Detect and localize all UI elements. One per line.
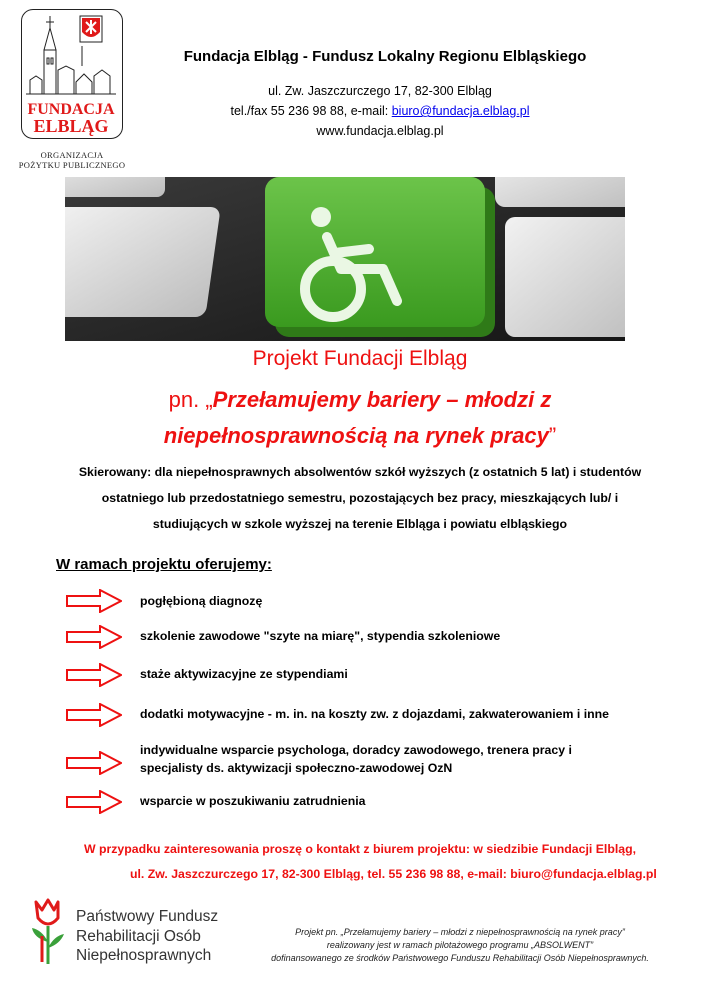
logo-line2: ELBLĄG — [33, 116, 109, 136]
arrow-right-icon — [66, 663, 122, 687]
footnote-line3: dofinansowanego ze środków Państwowego Funduszu Rehabilitacji Osób Niepełnosprawnych. — [271, 953, 649, 963]
arrow-right-icon — [66, 625, 122, 649]
pfron-tulip-icon — [26, 896, 66, 966]
target-line1: Skierowany: dla niepełnosprawnych absolwentów szkół wyższych (z ostatnich 5 lat) i studentów — [78, 465, 642, 479]
offer-item-line1: indywidualne wsparcie psychologa, doradcy zawodowego, trenera pracy i — [140, 743, 572, 757]
footnote-line2: realizowany jest w ramach pilotażowego programu „ABSOLWENT” — [326, 940, 594, 950]
target-group — [40, 459, 680, 537]
offer-item — [140, 741, 572, 777]
offer-item: pogłębioną diagnozę — [140, 594, 263, 608]
footnote — [250, 926, 670, 965]
offer-item: szkolenie zawodowe "szyte na miarę", stypendia szkoleniowe — [140, 629, 501, 643]
pfron-line3: Niepełnosprawnych — [76, 947, 212, 964]
project-name-line1 — [90, 387, 630, 413]
project-title: Projekt Fundacji Elbląg — [252, 347, 468, 370]
arrow-right-icon — [66, 751, 122, 775]
offer-heading: W ramach projektu oferujemy: — [56, 556, 272, 573]
offer-item: dodatki motywacyjne - m. in. na koszty zw. z dojazdami, zakwaterowaniem i inne — [140, 707, 609, 721]
project-name-italic1: Przełamujemy bariery – młodzi z — [212, 387, 552, 412]
town-skyline-icon — [22, 10, 121, 137]
logo-subtitle-line1: ORGANIZACJA — [40, 150, 104, 160]
header-address: ul. Zw. Jaszczurczego 17, 82-300 Elbląg — [268, 84, 492, 98]
shield-icon — [80, 16, 102, 42]
offer-item: staże aktywizacyjne ze stypendiami — [140, 667, 348, 681]
project-name-suffix: ” — [548, 423, 557, 448]
email-link[interactable]: biuro@fundacja.elblag.pl — [391, 104, 530, 118]
contact-line1: W przypadku zainteresowania proszę o kontakt z biurem projektu: w siedzibie Fundacji Elbląg, — [83, 842, 637, 856]
arrow-right-icon — [66, 790, 122, 814]
offer-item: wsparcie w poszukiwaniu zatrudnienia — [140, 794, 366, 808]
project-name-prefix: pn. „ — [168, 387, 213, 412]
project-name-line2 — [90, 423, 630, 449]
foundation-logo — [21, 9, 123, 139]
contact-line2: ul. Zw. Jaszczurczego 17, 82-300 Elbląg, tel. 55 236 98 88, e-mail: biuro@fundacja.elblag.pl — [130, 867, 657, 881]
project-name-italic2: niepełnosprawnością na rynek pracy — [163, 423, 549, 448]
header-tel: tel./fax 55 236 98 88, e-mail: — [230, 104, 392, 118]
logo-line1: FUNDACJA — [27, 101, 115, 118]
pfron-name — [76, 907, 218, 966]
pfron-line2: Rehabilitacji Osób — [76, 927, 201, 945]
keyboard-photo — [65, 177, 625, 341]
logo-subtitle-line2: POŻYTKU PUBLICZNEGO — [18, 160, 126, 170]
arrow-right-icon — [66, 589, 122, 613]
footnote-line1: Projekt pn. „Przełamujemy bariery – młodzi z niepełnosprawnością na rynek pracy” — [295, 927, 625, 937]
pfron-line1: Państwowy Fundusz — [76, 908, 219, 925]
target-line3: studiujących w szkole wyższej na terenie Elbląga i powiatu elbląskiego — [152, 517, 568, 531]
logo-subtitle — [14, 150, 130, 170]
arrow-right-icon — [66, 703, 122, 727]
offer-item-line2: specjalisty ds. aktywizacji społeczno-zawodowej OzN — [140, 761, 453, 775]
target-line2: ostatniego lub przedostatniego semestru, pozostających bez pracy, mieszkających lub/ i — [101, 491, 619, 505]
header-contact — [160, 104, 600, 118]
header-website[interactable]: www.fundacja.elblag.pl — [316, 124, 444, 138]
organization-name: Fundacja Elbląg - Fundusz Lokalny Regionu Elbląskiego — [183, 48, 587, 65]
